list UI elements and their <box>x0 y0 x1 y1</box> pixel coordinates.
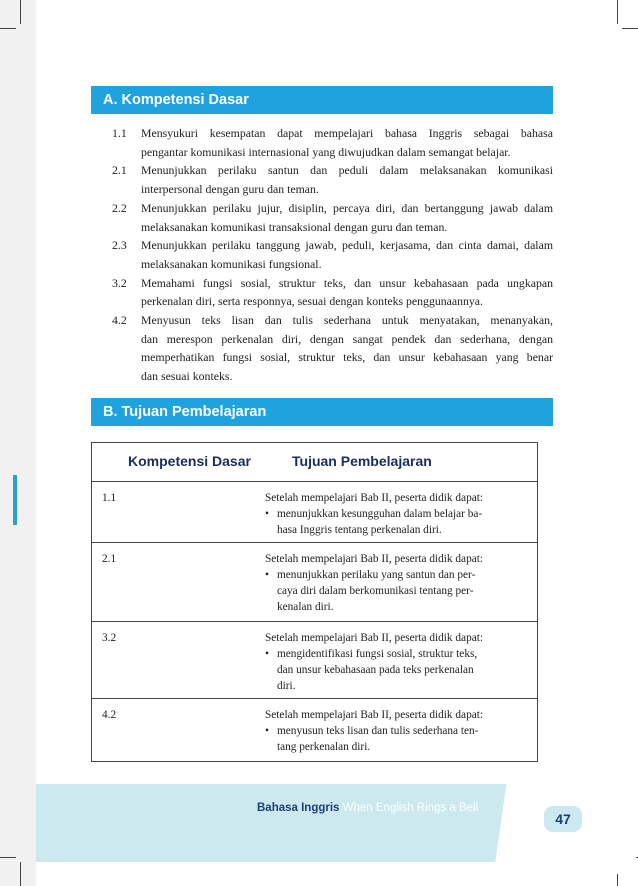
table-row <box>92 622 537 699</box>
kd-item-line: Menunjukkan perilaku tanggung jawab, peduli, kerjasama, dan cinta damai, dalam <box>141 238 553 253</box>
page-margin-strip <box>0 0 36 886</box>
kd-item-number: 3.2 <box>112 275 127 290</box>
kompetensi-dasar-list <box>112 124 553 386</box>
crop-mark <box>617 0 618 24</box>
table-cell-kd: 4.2 <box>102 709 117 721</box>
section-a-header: A. Kompetensi Dasar <box>91 86 553 114</box>
tujuan-bullet-line: caya diri dalam berkomunikasi tentang per- <box>277 585 474 597</box>
bullet-icon: • <box>265 569 269 581</box>
kd-list-item <box>112 236 553 273</box>
tujuan-bullet-line: menunjukkan kesungguhan dalam belajar ba- <box>277 508 483 520</box>
table-header-row <box>92 443 537 482</box>
kd-list-item <box>112 124 553 161</box>
header-tujuan-pembelajaran: Tujuan Pembelajaran <box>292 453 432 469</box>
bullet-icon: • <box>265 725 269 737</box>
tujuan-bullet-line: menunjukkan perilaku yang santun dan per- <box>277 569 476 581</box>
table-cell-kd: 2.1 <box>102 553 117 565</box>
crop-mark <box>622 28 638 29</box>
tujuan-intro: Setelah mempelajari Bab II, peserta didik dapat: <box>265 632 484 644</box>
table-cell-tujuan <box>265 490 527 538</box>
kd-item-line: Memahami fungsi sosial, struktur teks, dan unsur kebahasaan pada ungkapan <box>141 275 553 290</box>
table-cell-kd: 1.1 <box>102 492 117 504</box>
kd-item-number: 2.3 <box>112 238 127 253</box>
kd-item-line: Menyusun teks lisan dan tulis sederhana untuk menyatakan, menanyakan, <box>141 313 553 328</box>
table-cell-tujuan <box>265 630 527 694</box>
crop-mark <box>0 28 16 29</box>
table-row <box>92 482 537 543</box>
kd-list-item <box>112 311 553 386</box>
footer-subtitle: When English Rings a Bell <box>342 802 479 814</box>
crop-mark <box>20 862 21 886</box>
tujuan-bullet-line: menyusun teks lisan dan tulis sederhana ten- <box>277 725 479 737</box>
kd-item-number: 4.2 <box>112 313 127 328</box>
bullet-icon: • <box>265 648 269 660</box>
kd-item-line: Menunjukkan perilaku jujur, disiplin, percaya diri, dan bertanggung jawab dalam <box>141 200 553 215</box>
crop-mark <box>0 857 16 858</box>
tujuan-bullet-item <box>265 723 527 755</box>
kd-item-line: dan sesuai konteks. <box>141 369 233 384</box>
tujuan-bullet-line: tang perkenalan diri. <box>277 741 371 753</box>
tujuan-bullet-line: dan unsur kebahasaan pada teks perkenalan <box>277 664 474 676</box>
table-cell-tujuan <box>265 707 527 755</box>
table-row <box>92 699 537 761</box>
tujuan-intro: Setelah mempelajari Bab II, peserta didik dapat: <box>265 709 484 721</box>
kd-item-line: Menunjukkan perilaku santun dan peduli dalam melaksanakan komunikasi <box>141 163 553 178</box>
tujuan-bullet-item <box>265 567 527 615</box>
tujuan-bullet-line: diri. <box>277 680 296 692</box>
footer-book-title: Bahasa Inggris <box>257 802 340 814</box>
table-row <box>92 543 537 622</box>
footer-title <box>257 802 478 814</box>
kd-item-line: perkenalan diri, serta responnya, sesuai dengan konteks penggunaannya. <box>141 294 483 309</box>
header-kompetensi-dasar: Kompetensi Dasar <box>128 453 251 469</box>
tujuan-bullet-item <box>265 646 527 694</box>
kd-item-line: memperhatikan fungsi sosial, struktur teks, dan unsur kebahasaan yang benar <box>141 350 553 365</box>
tujuan-intro: Setelah mempelajari Bab II, peserta didik dapat: <box>265 553 484 565</box>
margin-marker <box>13 475 17 525</box>
kd-list-item <box>112 274 553 311</box>
section-b-header: B. Tujuan Pembelajaran <box>91 398 553 426</box>
kd-item-line: melaksanakan komunikasi fungsional. <box>141 256 322 271</box>
kd-item-line: Mensyukuri kesempatan dapat mempelajari bahasa Inggris sebagai bahasa <box>141 126 553 140</box>
kd-list-item <box>112 161 553 198</box>
kd-item-number: 2.2 <box>112 200 127 215</box>
tujuan-intro: Setelah mempelajari Bab II, peserta didik dapat: <box>265 492 484 504</box>
kd-item-line: melaksanakan komunikasi transaksional dengan guru dan teman. <box>141 219 448 234</box>
kd-item-line: dan merespon perkenalan diri, dengan sangat pendek dan sederhana, dengan <box>141 331 553 346</box>
tujuan-bullet-line: mengidentifikasi fungsi sosial, struktur teks, <box>277 648 478 660</box>
bullet-icon: • <box>265 508 269 520</box>
table-cell-tujuan <box>265 551 527 615</box>
tujuan-bullet-line: hasa Inggris tentang perkenalan diri. <box>277 524 442 536</box>
crop-mark <box>20 0 21 24</box>
kd-item-line: interpersonal dengan guru dan teman. <box>141 182 319 197</box>
tujuan-table <box>91 442 538 762</box>
kd-item-number: 2.1 <box>112 163 127 178</box>
tujuan-bullet-item <box>265 506 527 538</box>
page-number: 47 <box>544 806 582 832</box>
tujuan-bullet-line: kenalan diri. <box>277 601 334 613</box>
kd-item-line: pengantar komunikasi internasional yang diwujudkan dalam semangat belajar. <box>141 144 511 159</box>
kd-list-item <box>112 199 553 236</box>
kd-item-number: 1.1 <box>112 126 127 140</box>
table-cell-kd: 3.2 <box>102 632 117 644</box>
